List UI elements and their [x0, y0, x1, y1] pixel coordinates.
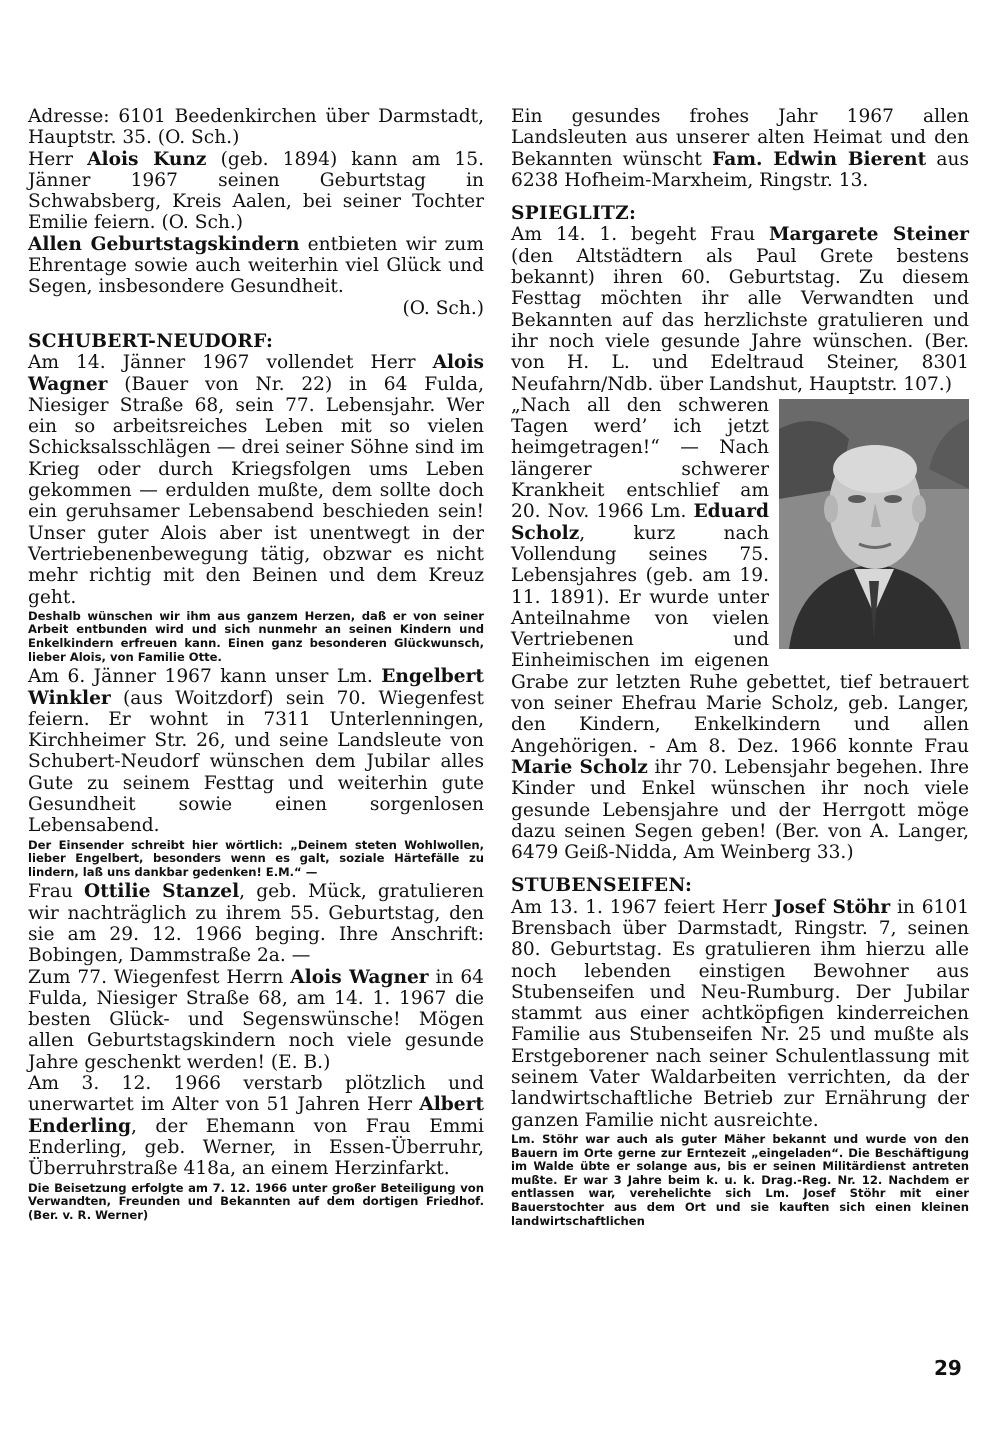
small-print-paragraph: Die Beisetzung erfolgte am 7. 12. 1966 unter großer Beteiligung von Verwandten, Freunden und Bekannten auf dem dortigen Friedhof. (Ber. v. R. Werner)	[28, 1180, 484, 1222]
small-print-paragraph: Der Einsender schreibt hier wörtlich: „Deinem steten Wohlwollen, lieber Engelbert, besonders wenn es galt, soziale Härtefälle zu lindern, laß uns dankbar gedenken! E.M.“ —	[28, 837, 484, 879]
portrait-image	[779, 399, 969, 649]
paragraph: Am 14. Jänner 1967 vollendet Herr Alois Wagner (Bauer von Nr. 22) in 64 Fulda, Niesiger Straße 68, sein 77. Lebensjahr. Wer ein so arbeitsreiches Leben mit so vielen Schicksalsschlägen — drei seiner Söhne sind im Krieg oder durch Kriegsfolgen ums Leben gekommen — erdulden mußte, dem sollte doch ein geruhsamer Lebensabend beschieden sein! Unser guter Alois aber ist unentwegt in der Vertriebenenbewegung tätig, obzwar es nicht mehr richtig mit den Beinen und dem Kreuz geht.	[28, 352, 484, 608]
paragraph: Am 13. 1. 1967 feiert Herr Josef Stöhr in 6101 Brensbach über Darmstadt, Ringstr. 7, seinen 80. Geburtstag. Es gratulieren ihm hierzu alle noch lebenden einstigen Bewohner aus Stubenseifen und Neu-Rumburg. Der Jubilar stammt aus einer achtköpfigen kinderreichen Familie aus Stubenseifen Nr. 25 und mußte als Erstgeborener nach seiner Schulentlassung mit seinem Vater Waldarbeiten verrichten, da der landwirtschaftliche Betrieb zur Ernährung der ganzen Familie nicht ausreichte.	[511, 896, 970, 1131]
portrait-photo	[779, 399, 969, 649]
small-print-paragraph: Lm. Stöhr war auch als guter Mäher bekannt und wurde von den Bauern im Orte gerne zur Erntezeit „eingeladen“. Die Beschäftigung im Walde übte er solange aus, bis er seinen Militärdienst antreten mußte. Er war 3 Jahre beim k. u. k. Drag.-Reg. Nr. 12. Nachdem er entlassen war, verehelichte sich Lm. Josef Stöhr mit einer Bauerstochter aus dem Ort und sie kauften sich einen kleinen landwirtschaftlichen	[511, 1131, 969, 1228]
section-heading: SPIEGLITZ:	[511, 203, 637, 225]
page-number: 29	[934, 1356, 962, 1380]
paragraph: Frau Ottilie Stanzel, geb. Mück, gratulieren wir nachträglich zu ihrem 55. Geburtstag, den sie am 29. 12. 1966 beging. Ihre Anschrift: Bobingen, Dammstraße 2a. —	[28, 881, 484, 967]
paragraph: Am 6. Jänner 1967 kann unser Lm. Engelbert Winkler (aus Woitzdorf) sein 70. Wiegenfest feiern. Er wohnt in 7311 Unterlenningen, Kirchheimer Str. 26, und seine Landsleute von Schubert-Neudorf wünschen dem Jubilar alles Gute zu seinem Festtag und weiterhin gute Gesundheit sowie einen sorgenlosen Lebensabend.	[28, 666, 484, 837]
paragraph: Herr Alois Kunz (geb. 1894) kann am 15. Jänner 1967 seinen Geburtstag in Schwabsberg, Kreis Aalen, bei seiner Tochter Emilie feiern. (O. Sch.)	[28, 148, 485, 234]
paragraph: Zum 77. Wiegenfest Herrn Alois Wagner in 64 Fulda, Niesiger Straße 68, am 14. 1. 1967 die besten Glück- und Segenswünsche! Mögen allen Geburtstagskindern noch viele gesunde Jahre geschenkt werden! (E. B.)	[28, 966, 484, 1073]
right-column	[511, 106, 969, 1230]
paragraph: Ein gesundes frohes Jahr 1967 allen Landsleuten aus unserer alten Heimat und den Bekannten wünscht Fam. Edwin Bierent aus 6238 Hofheim-Marxheim, Ringstr. 13.	[511, 106, 969, 191]
paragraph: Adresse: 6101 Beedenkirchen über Darmstadt, Hauptstr. 35. (O. Sch.)	[28, 106, 484, 149]
paragraph: Allen Geburtstagskindern entbieten wir zum Ehrentage sowie auch weiterhin viel Glück und Segen, insbesondere Gesundheit.	[28, 233, 484, 298]
signature: (O. Sch.)	[402, 297, 484, 319]
paragraph: Am 14. 1. begeht Frau Margarete Steiner (den Altstädtern als Paul Grete bestens bekannt) ihren 60. Geburtstag. Zu diesem Festtag möchten ihr alle Verwandten und Bekannten auf das herzlichste gratulieren und ihr noch viele gesunde Jahre wünschen. (Ber. von H. L. und Edeltraud Steiner, 8301 Neufahrn/Ndb. über Landshut, Hauptstr. 107.)	[511, 224, 969, 395]
section-heading: SCHUBERT-NEUDORF:	[28, 330, 274, 352]
small-print-paragraph: Deshalb wünschen wir ihm aus ganzem Herzen, daß er von seiner Arbeit entbunden wird und sich nunmehr an seinen Kindern und Enkelkindern erfreuen kann. Einen ganz besonderen Glückwunsch, lieber Alois, von Familie Otte.	[28, 608, 484, 664]
paragraph: Am 3. 12. 1966 verstarb plötzlich und unerwartet im Alter von 51 Jahren Herr Albert Enderling, der Ehemann von Frau Emmi Enderling, geb. Werner, in Essen-Überruhr, Überruhrstraße 418a, an einem Herzinfarkt.	[28, 1073, 484, 1180]
left-column	[28, 106, 484, 1224]
paragraph: „Nach all den schweren Tagen werd’ ich jetzt heimgetragen!“ — Nach längerer schwerer Krankheit entschlief am 20. Nov. 1966 Lm. Eduard Scholz, kurz nach Vollendung seines 75. Lebensjahres (geb. am 19. 11. 1891). Er wurde unter Anteilnahme von vielen Vertriebenen und Einheimischen im eigenen Grabe zur letzten Ruhe gebettet, tief betrauert von seiner Ehefrau Marie Scholz, geb. Langer, den Kindern, Enkelkindern und allen Angehörigen. - Am 8. Dez. 1966 konnte Frau Marie Scholz ihr 70. Lebensjahr begehen. Ihre Kinder und Enkel wünschen ihr noch viele gesunde Lebensjahre und der Herrgott möge dazu seinen Segen geben! (Ber. von A. Langer, 6479 Geiß-Nidda, Am Weinberg 33.)	[511, 394, 969, 864]
section-heading: STUBENSEIFEN:	[511, 875, 693, 897]
